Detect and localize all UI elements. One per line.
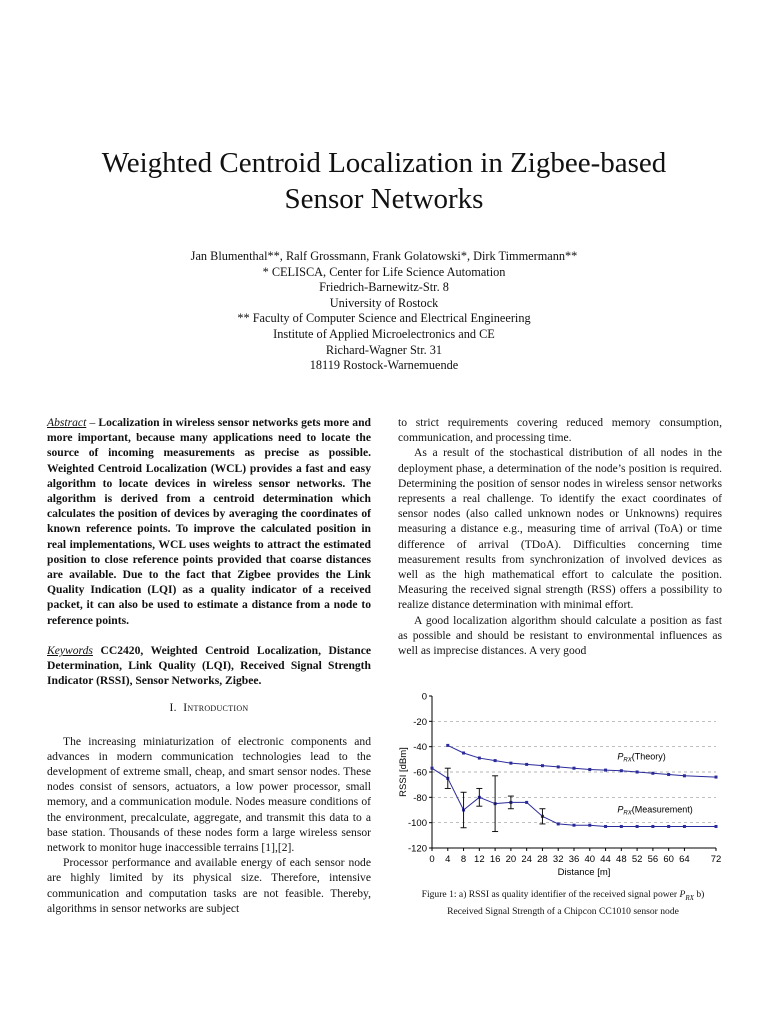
- data-point: [683, 825, 686, 828]
- x-tick-label: 16: [489, 854, 501, 865]
- y-tick-label: -60: [413, 767, 427, 779]
- x-tick-label: 44: [600, 854, 611, 865]
- data-point: [573, 824, 576, 827]
- right-column: [398, 415, 722, 658]
- data-point: [651, 825, 654, 828]
- data-point: [636, 771, 639, 774]
- affiliation-line: 18119 Rostock-Warnemuende: [309, 358, 459, 373]
- x-axis-label: Distance [m]: [557, 867, 611, 878]
- data-point: [604, 769, 607, 772]
- x-tick-label: 40: [584, 854, 596, 865]
- body-paragraph: The increasing miniaturization of electronic components and advances in modern communication technologies lead to the development of extreme small, cheap, and smart sensor nodes. These nodes consist of sensors, actuators, a low power processor, small memory, and a communication module. Nodes measure conditions of the environment, precalculate, aggregate, and transmit this data to a base station. Thousands of these nodes form a large wireless sensor network to monitor huge inaccessible terrains [1],[2].: [47, 734, 371, 855]
- x-tick-label: 48: [616, 854, 627, 865]
- data-point: [620, 825, 623, 828]
- data-point: [573, 767, 576, 770]
- keywords: [47, 643, 371, 689]
- x-tick-label: 24: [521, 854, 532, 865]
- data-point: [651, 772, 654, 775]
- x-tick-label: 36: [568, 854, 580, 865]
- body-paragraph: to strict requirements covering reduced memory consumption, communication, and processing time.: [398, 416, 722, 445]
- affiliation-line: * CELISCA, Center for Life Science Automation: [262, 264, 506, 279]
- caption-subscript: RX: [685, 893, 694, 902]
- data-point: [557, 822, 560, 825]
- data-point: [715, 825, 718, 828]
- x-tick-label: 12: [474, 854, 485, 865]
- data-point: [667, 773, 670, 776]
- x-tick-label: 64: [679, 854, 690, 865]
- data-point: [557, 765, 560, 768]
- data-point: [636, 825, 639, 828]
- data-point: [446, 744, 449, 747]
- x-tick-label: 20: [505, 854, 517, 865]
- spacer: [47, 628, 371, 643]
- figure-rssi-chart: [392, 688, 732, 888]
- series-label-measurement: $P_{RX}(Measurement)$: [617, 804, 693, 817]
- figure-caption: [398, 888, 728, 919]
- x-tick-label: 56: [647, 854, 659, 865]
- data-point: [683, 774, 686, 777]
- rssi-chart: [392, 688, 732, 888]
- x-tick-label: 8: [460, 854, 467, 865]
- body-paragraph: Processor performance and available energy of each sensor node are highly limited by its physical size. Therefore, intensive communication and computation tasks are not feasible. Thereby, algorithms in sensor networks are subject: [47, 856, 371, 915]
- y-tick-label: -120: [407, 843, 427, 855]
- data-point: [525, 801, 528, 804]
- x-tick-label: 72: [710, 854, 722, 865]
- series-label-theory: $P_{RX}(Theory)$: [617, 751, 666, 764]
- caption-line-1-end: b): [693, 889, 705, 900]
- paper-title: [40, 145, 728, 217]
- data-point: [620, 769, 623, 772]
- y-tick-label: -100: [407, 818, 427, 830]
- data-point: [588, 768, 591, 771]
- caption-line-1: Figure 1: a) RSSI as quality identifier of the received signal power: [421, 889, 678, 900]
- section-number: I.: [169, 701, 177, 715]
- y-tick-label: -40: [413, 742, 427, 754]
- abstract: [47, 415, 371, 628]
- x-tick-label: 4: [445, 854, 451, 865]
- data-point: [541, 764, 544, 767]
- section-heading: [47, 700, 371, 715]
- x-tick-label: 28: [537, 854, 548, 865]
- affiliation-line: Friedrich-Barnewitz-Str. 8: [319, 280, 449, 295]
- x-tick-label: 32: [552, 854, 564, 865]
- body-paragraph: A good localization algorithm should calculate a position as fast as possible and should be resistant to environmental influences as well as imprecise distances. A very good: [398, 613, 722, 658]
- affiliation-line: Richard-Wagner Str. 31: [325, 342, 443, 357]
- x-tick-label: 52: [631, 854, 643, 865]
- data-point: [509, 762, 512, 765]
- data-point: [462, 752, 465, 755]
- left-column: [47, 415, 371, 916]
- author-names: Jan Blumenthal**, Ralf Grossmann, Frank Golatowski*, Dirk Timmermann**: [190, 249, 578, 263]
- caption-symbol: P: [679, 889, 686, 900]
- body-paragraph: As a result of the stochastical distribution of all nodes in the deployment phase, a determination of the node’s position is required. Determining the position of sensor nodes in wireless sensor networks represents a real challenge. To identify the exact coordinates of sensor nodes (also called unknown nodes or Unknowns) requires measuring a distance e.g., measuring time of arrival (ToA) or time difference of arrival (TDoA). Difficulties concerning time measurement results from synchronization of involved devices as well as the high mathematical effort to calculate the position. Measuring the received signal strength (RSS) offers a possibility to realize distance determination with minimal effort.: [398, 446, 722, 612]
- title-line-2: Sensor Networks: [284, 183, 484, 215]
- data-point: [715, 776, 718, 779]
- abstract-text: Localization in wireless sensor networks gets more and more important, because many applications need to locate the source of incoming measurements as precise as possible. Weighted Centroid Localization (WCL) provides a fast and easy algorithm to locate devices in wireless sensor networks. The algorithm is derived from a centroid determination which calculates the position of devices by averaging the coordinates of known reference points. To improve the calculated position in real implementations, WCL uses weights to attract the estimated position to close reference points provided that coarse distances are available. Due to the fact that Zigbee provides the Link Quality Indication (LQI) as a quality indicator of a received packet, it can also be used to estimate a distance from a node to reference points.: [47, 416, 372, 627]
- y-tick-label: -80: [413, 792, 427, 804]
- x-tick-label: 0: [429, 854, 435, 865]
- keywords-label: Keywords: [47, 643, 93, 657]
- affiliation-line: Institute of Applied Microelectronics and CE: [273, 326, 495, 341]
- affiliation-line: ** Faculty of Computer Science and Electrical Engineering: [237, 311, 531, 326]
- data-point: [478, 757, 481, 760]
- abstract-label: Abstract: [47, 416, 87, 429]
- caption-line-2: Received Signal Strength of a Chipcon CC1010 sensor node: [447, 905, 679, 917]
- y-axis-label: RSSI [dBm]: [398, 747, 409, 797]
- affiliation-line: University of Rostock: [329, 295, 439, 310]
- data-point: [667, 825, 670, 828]
- author-block: [84, 249, 684, 374]
- y-tick-label: 0: [421, 691, 427, 703]
- title-line-1: Weighted Centroid Localization in Zigbee-based: [101, 147, 667, 179]
- data-point: [494, 759, 497, 762]
- data-point: [604, 825, 607, 828]
- x-tick-label: 60: [663, 854, 674, 865]
- section-title: Introduction: [183, 701, 249, 715]
- data-point: [431, 767, 434, 770]
- abstract-dash: –: [86, 416, 99, 429]
- y-tick-label: -20: [413, 716, 427, 728]
- data-point: [525, 763, 528, 766]
- data-point: [588, 824, 591, 827]
- keywords-text: CC2420, Weighted Centroid Localization, Distance Determination, Link Quality (LQI), Received Signal Strength Indicator (RSSI), Sensor Networks, Zigbee.: [47, 643, 371, 688]
